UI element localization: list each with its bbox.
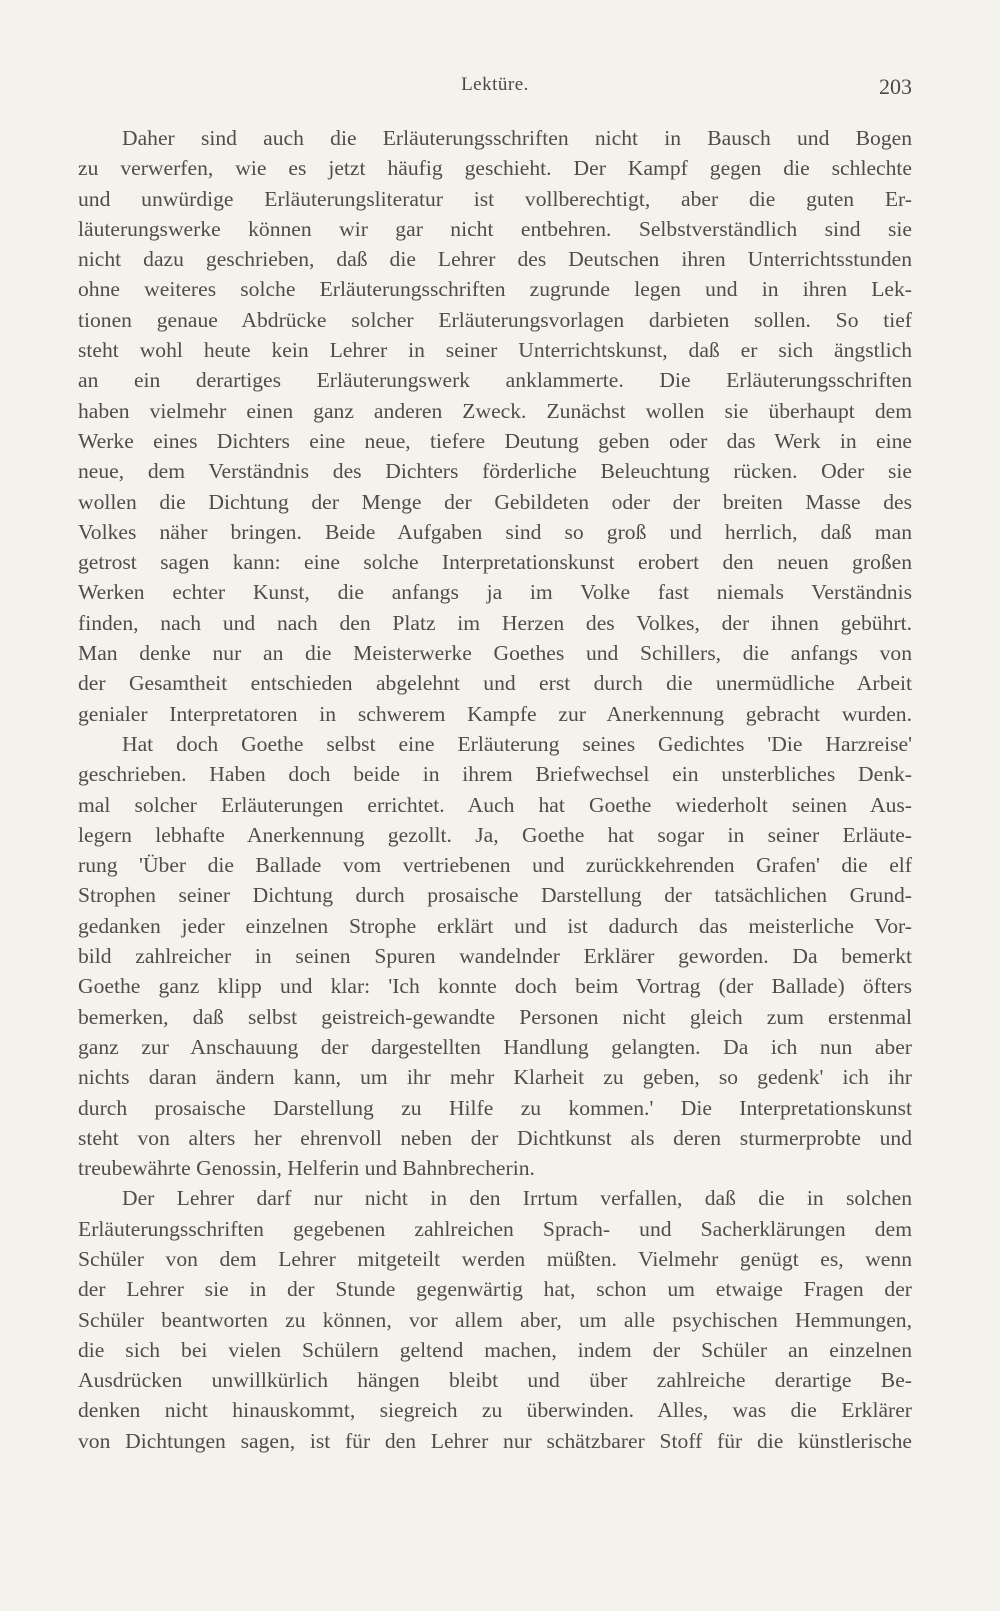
text-line: Hat doch Goethe selbst eine Erläuterung seines Gedichtes 'Die Harzreise' — [122, 731, 912, 756]
text-line: rung 'Über die Ballade vom vertriebenen und zurückkehrenden Grafen' die elf — [78, 853, 912, 878]
text-line: Schüler von dem Lehrer mitgeteilt werden müßten. Vielmehr genügt es, wenn — [78, 1246, 912, 1271]
text-line: läuterungswerke können wir gar nicht entbehren. Selbstverständlich sind sie — [78, 216, 912, 241]
text-line: bild zahlreicher in seinen Spuren wandelnder Erklärer geworden. Da bemerkt — [78, 944, 912, 969]
text-line: finden, nach und nach den Platz im Herzen des Volkes, der ihnen gebührt. — [78, 610, 912, 635]
text-line: genialer Interpretatoren in schwerem Kampfe zur Anerkennung gebracht wurden. — [78, 701, 912, 726]
text-line: tionen genaue Abdrücke solcher Erläuterungsvorlagen darbieten sollen. So tief — [78, 307, 912, 332]
text-line: steht von alters her ehrenvoll neben der Dichtkunst als deren sturmerprobte und — [78, 1125, 912, 1150]
text-line: an ein derartiges Erläuterungswerk anklammerte. Die Erläuterungsschriften — [78, 368, 912, 393]
text-line: haben vielmehr einen ganz anderen Zweck. Zunächst wollen sie überhaupt dem — [78, 398, 912, 423]
paragraph-3 — [78, 1183, 912, 1456]
page-header — [78, 74, 912, 110]
text-line: neue, dem Verständnis des Dichters förderliche Beleuchtung rücken. Oder sie — [78, 459, 912, 484]
text-line: durch prosaische Darstellung zu Hilfe zu kommen.' Die Interpretationskunst — [78, 1095, 912, 1120]
text-line: treubewährte Genossin, Helferin und Bahnbrecherin. — [78, 1156, 535, 1181]
text-line: die sich bei vielen Schülern geltend machen, indem der Schüler an einzelnen — [78, 1337, 912, 1362]
text-line: steht wohl heute kein Lehrer in seiner Unterrichtskunst, daß er sich ängstlich — [78, 338, 912, 363]
page-number: 203 — [879, 74, 912, 99]
running-head: Lektüre. — [461, 74, 529, 95]
text-line: Volkes näher bringen. Beide Aufgaben sind so groß und herrlich, daß man — [78, 519, 912, 544]
text-line: Werken echter Kunst, die anfangs ja im Volke fast niemals Verständnis — [78, 580, 912, 605]
text-line: von Dichtungen sagen, ist für den Lehrer nur schätzbarer Stoff für die künstlerische — [78, 1428, 912, 1453]
text-line: Ausdrücken unwillkürlich hängen bleibt und über zahlreiche derartige Be- — [78, 1368, 912, 1393]
text-line: getrost sagen kann: eine solche Interpretationskunst erobert den neuen großen — [78, 550, 912, 575]
paragraph-2 — [78, 729, 912, 1183]
text-line: denken nicht hinauskommt, siegreich zu überwinden. Alles, was die Erklärer — [78, 1398, 912, 1423]
text-line: Erläuterungsschriften gegebenen zahlreichen Sprach- und Sacherklärungen dem — [78, 1216, 912, 1241]
text-line: wollen die Dichtung der Menge der Gebildeten oder der breiten Masse des — [78, 489, 912, 514]
text-line: bemerken, daß selbst geistreich-gewandte Personen nicht gleich zum erstenmal — [78, 1004, 912, 1029]
text-line: nichts daran ändern kann, um ihr mehr Klarheit zu geben, so gedenk' ich ihr — [78, 1065, 912, 1090]
text-line: der Gesamtheit entschieden abgelehnt und erst durch die unermüdliche Arbeit — [78, 671, 912, 696]
text-line: mal solcher Erläuterungen errichtet. Auch hat Goethe wiederholt seinen Aus- — [78, 792, 912, 817]
text-line: Strophen seiner Dichtung durch prosaische Darstellung der tatsächlichen Grund- — [78, 883, 912, 908]
text-line: Der Lehrer darf nur nicht in den Irrtum verfallen, daß die in solchen — [122, 1186, 912, 1211]
text-line: der Lehrer sie in der Stunde gegenwärtig hat, schon um etwaige Fragen der — [78, 1277, 912, 1302]
paragraph-1 — [78, 123, 912, 729]
text-line: Daher sind auch die Erläuterungsschriften nicht in Bausch und Bogen — [122, 126, 912, 150]
text-line: Schüler beantworten zu können, vor allem aber, um alle psychischen Hemmungen, — [78, 1307, 912, 1332]
text-line: nicht dazu geschrieben, daß die Lehrer des Deutschen ihren Unterrichtsstunden — [78, 247, 912, 272]
body-text — [78, 123, 912, 1456]
text-line: geschrieben. Haben doch beide in ihrem Briefwechsel ein unsterbliches Denk- — [78, 762, 912, 787]
text-line: ganz zur Anschauung der dargestellten Handlung gelangten. Da ich nun aber — [78, 1034, 912, 1059]
text-line: ohne weiteres solche Erläuterungsschriften zugrunde legen und in ihren Lek- — [78, 277, 912, 302]
text-line: gedanken jeder einzelnen Strophe erklärt und ist dadurch das meisterliche Vor- — [78, 913, 912, 938]
text-line: Man denke nur an die Meisterwerke Goethes und Schillers, die anfangs von — [78, 641, 912, 666]
text-line: legern lebhafte Anerkennung gezollt. Ja, Goethe hat sogar in seiner Erläute- — [78, 822, 912, 847]
text-line: Werke eines Dichters eine neue, tiefere Deutung geben oder das Werk in eine — [78, 428, 912, 453]
text-line: und unwürdige Erläuterungsliteratur ist vollberechtigt, aber die guten Er- — [78, 186, 912, 211]
text-line: Goethe ganz klipp und klar: 'Ich konnte doch beim Vortrag (der Ballade) öfters — [78, 974, 912, 999]
text-line: zu verwerfen, wie es jetzt häufig geschieht. Der Kampf gegen die schlechte — [78, 156, 912, 181]
